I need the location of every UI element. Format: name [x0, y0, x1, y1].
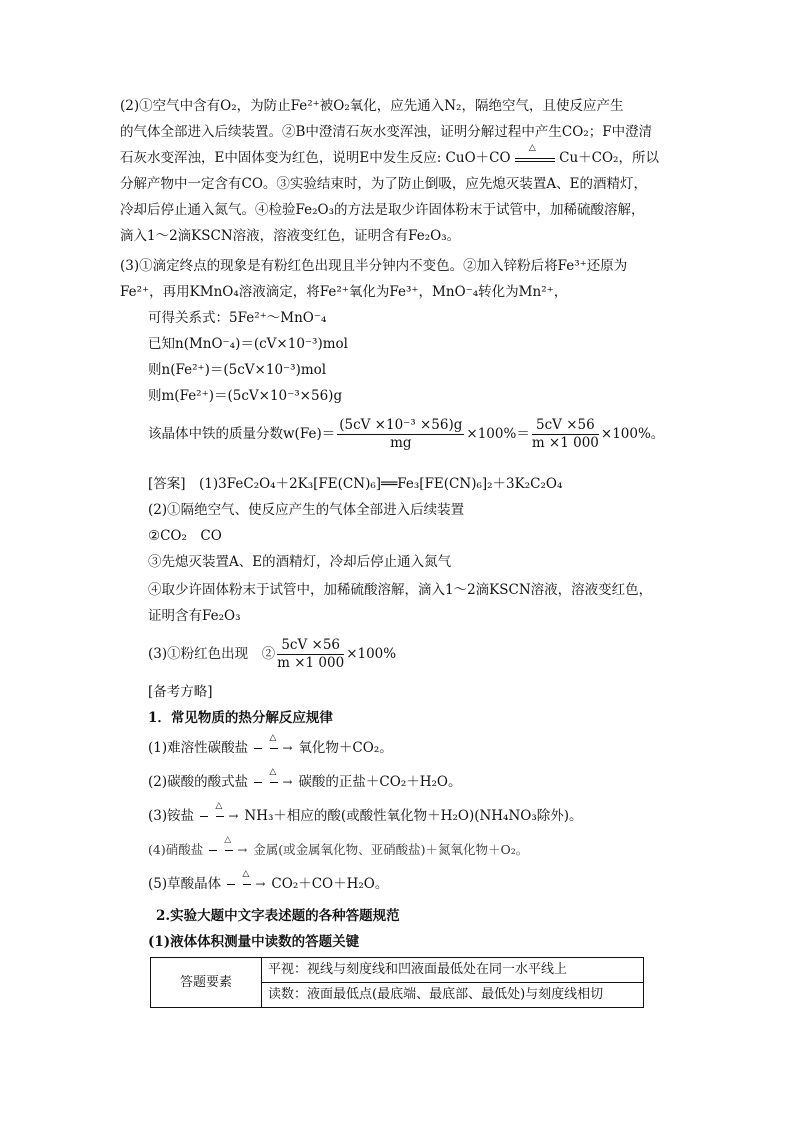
- rule-4-reactant: (4)硝酸盐: [148, 842, 204, 857]
- p2-line-1: (2)①空气中含有O₂，为防止Fe²⁺被O₂氧化，应先通入N₂，隔绝空气，且使反应产生: [120, 98, 624, 114]
- p3-line-1: (3)①滴定终点的现象是有粉红色出现且半分钟内不变色。②加入锌粉后将Fe³⁺还原为: [120, 258, 628, 274]
- heat-triangle-icon: △: [242, 868, 250, 879]
- rule-1-reactant: (1)难溶性碳酸盐: [148, 740, 249, 756]
- rule-3: [148, 800, 583, 826]
- rule-2-reactant: (2)碳酸的酸式盐: [148, 774, 249, 790]
- p2-line-4: 分解产物中一定含有CO。③实验结束时，为了防止倒吸，应先熄灭装置A、E的酒精灯，: [120, 176, 647, 192]
- rule-4-products: 金属(或金属氧化物、亚硝酸盐)＋氮氧化物＋O₂。: [253, 842, 529, 857]
- reading-requirements-table: [150, 957, 644, 1008]
- rule-3-reactant: (3)铵盐: [148, 808, 195, 824]
- rule-4: [148, 834, 529, 860]
- p2-line-3b: Cu＋CO₂，所以: [559, 150, 659, 166]
- fraction-2-denominator: m ×1 000: [531, 435, 599, 451]
- answer-line-6: 证明含有Fe₂O₃: [148, 608, 241, 624]
- heat-triangle-icon: △: [269, 732, 277, 743]
- heat-triangle-icon: △: [224, 834, 232, 845]
- p2-line-5: 冷却后停止通入氮气。④检验Fe₂O₃的方法是取少许固体粉末于试管中，加稀硫酸溶解，: [120, 202, 645, 218]
- heating-arrow: △ →: [225, 878, 271, 892]
- fraction-3-denominator: m ×1 000: [277, 655, 345, 671]
- heating-equation-sign: [515, 142, 555, 166]
- table-cell-row-1: 平视：视线与刻度线和凹液面最低处在同一水平线上: [262, 958, 644, 983]
- table-key-cell: 答题要素: [151, 958, 262, 1008]
- p3-line-7: [148, 418, 664, 451]
- p3-line-6: 则m(Fe²⁺)＝(5cV×10⁻³×56)g: [148, 388, 343, 404]
- p3-line-4: 已知n(MnO⁻₄)＝(cV×10⁻³)mol: [148, 336, 348, 352]
- answer-line-5: ④取少许固体粉末于试管中，加稀硫酸溶解，滴入1～2滴KSCN溶液，溶液变红色，: [148, 582, 653, 598]
- rule-5: [148, 868, 389, 894]
- answer-line-4: ③先熄灭装置A、E的酒精灯，冷却后停止通入氮气: [148, 554, 452, 570]
- answer-line-3: ②CO₂ CO: [148, 528, 222, 544]
- rule-1-products: 氧化物＋CO₂。: [298, 740, 393, 756]
- heat-triangle-icon: △: [269, 766, 277, 777]
- heating-arrow: △ →: [252, 742, 298, 756]
- fraction-1-denominator: mg: [390, 435, 412, 451]
- fraction-2: [532, 418, 599, 451]
- fraction-3: [277, 638, 344, 671]
- p2-line-6: 滴入1～2滴KSCN溶液，溶液变红色，证明含有Fe₂O₃。: [120, 228, 461, 244]
- p3-line-2: Fe²⁺，再用KMnO₄溶液滴定，将Fe²⁺氧化为Fe³⁺，MnO⁻₄转化为Mn²⁺，: [120, 284, 568, 300]
- strategy-subheading: (1)液体体积测量中读数的答题关键: [148, 934, 360, 950]
- fraction-2-numerator: 5cV ×56: [532, 418, 599, 435]
- p2-line-2: 的气体全部进入后续装置。②B中澄清石灰水变浑浊，证明分解过程中产生CO₂；F中澄清: [120, 124, 653, 140]
- mass-fraction-end: ×100%。: [600, 426, 665, 442]
- p2-line-3: [120, 142, 659, 168]
- heat-triangle-icon: △: [528, 142, 536, 153]
- rule-2: [148, 766, 462, 792]
- mass-fraction-label: 该晶体中铁的质量分数w(Fe)＝: [148, 426, 336, 442]
- answer-line-2: (2)①隔绝空气、使反应产生的气体全部进入后续装置: [148, 502, 465, 518]
- heat-triangle-icon: △: [215, 800, 223, 811]
- answer-line-1: [答案] (1)3FeC₂O₄＋2K₃[FE(CN)₆]══Fe₃[FE(CN)₆]₂＋3K₂C₂O₄: [148, 476, 563, 492]
- table-cell-row-2: 读数：液面最低点(最底端、最底部、最低处)与刻度线相切: [262, 983, 644, 1008]
- p3-line-3: 可得关系式：5Fe²⁺～MnO⁻₄: [148, 310, 327, 326]
- rule-5-reactant: (5)草酸晶体: [148, 876, 222, 892]
- mass-fraction-mid: ×100%＝: [466, 426, 530, 442]
- p3-line-5: 则n(Fe²⁺)＝(5cV×10⁻³)mol: [148, 362, 327, 378]
- strategy-heading-1: 1．常见物质的热分解反应规律: [148, 710, 333, 726]
- answer-3-label: (3)①粉红色出现 ②: [148, 646, 276, 662]
- heating-arrow: △ →: [252, 776, 298, 790]
- fraction-1: [337, 418, 464, 451]
- rule-1: [148, 732, 393, 758]
- table-row: [151, 958, 644, 983]
- answer-3-end: ×100%: [346, 646, 397, 662]
- fraction-3-numerator: 5cV ×56: [277, 638, 344, 655]
- heating-arrow: △ →: [207, 844, 253, 858]
- fraction-1-numerator: (5cV ×10⁻³ ×56)g: [339, 417, 463, 433]
- p2-line-3a: 石灰水变浑浊，E中固体变为红色，说明E中发生反应: CuO＋CO: [120, 150, 511, 166]
- strategy-title: [备考方略]: [148, 684, 213, 700]
- strategy-heading-2: 2.实验大题中文字表述题的各种答题规范: [156, 908, 400, 924]
- rule-2-products: 碳酸的正盐＋CO₂＋H₂O。: [298, 774, 462, 790]
- answer-line-7: [148, 638, 396, 671]
- heating-arrow: △ →: [198, 810, 244, 824]
- rule-3-products: NH₃＋相应的酸(或酸性氧化物＋H₂O)(NH₄NO₃除外)。: [244, 808, 583, 824]
- rule-5-products: CO₂＋CO＋H₂O。: [271, 876, 389, 892]
